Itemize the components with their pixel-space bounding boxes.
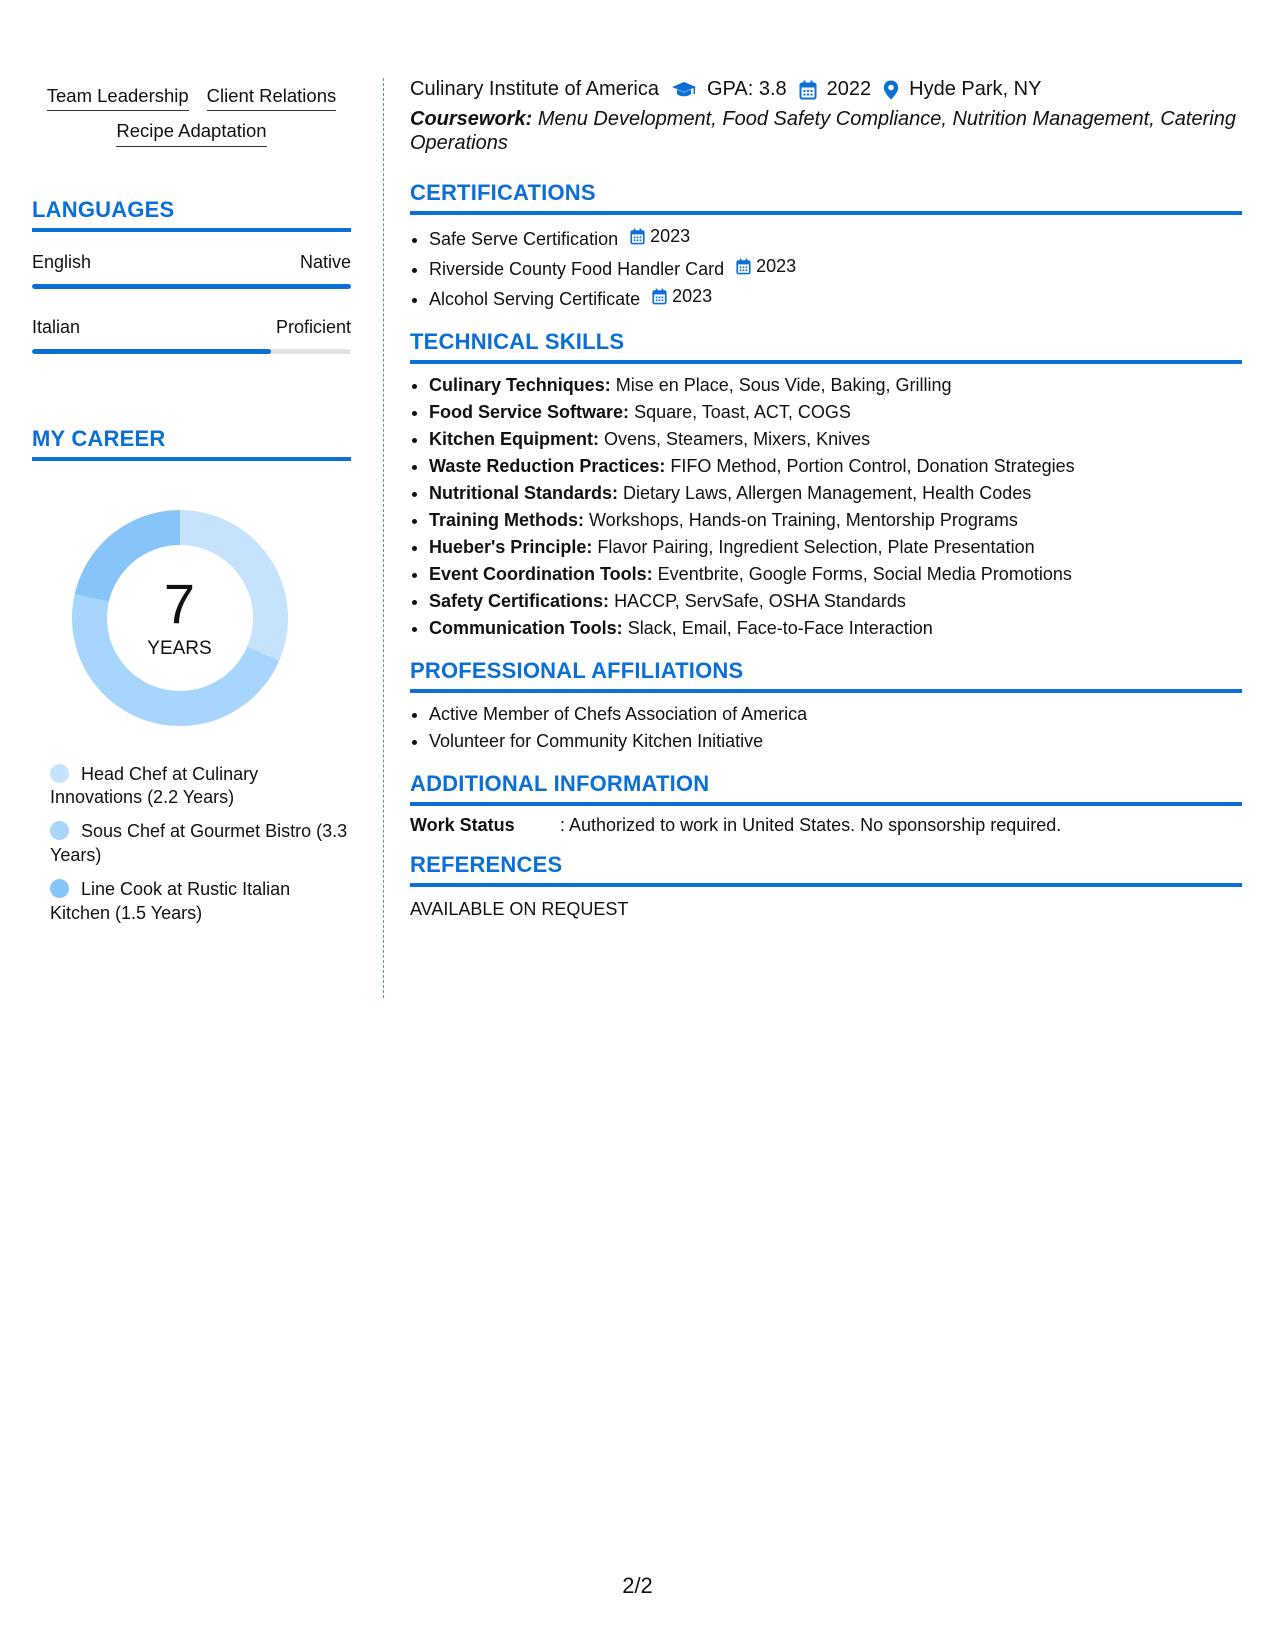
skill-value: HACCP, ServSafe, OSHA Standards <box>614 590 906 611</box>
skill-value: Ovens, Steamers, Mixers, Knives <box>604 428 871 449</box>
legend-label: Sous Chef at Gourmet Bistro (3.3 Years) <box>50 821 348 865</box>
list-item <box>429 372 1242 399</box>
certifications-list <box>410 223 1242 313</box>
skill-tag: Client Relations <box>207 86 337 111</box>
list-item <box>429 223 1242 253</box>
career-total-years: 7 <box>163 571 196 635</box>
legend-item <box>50 763 351 810</box>
languages-heading: LANGUAGES <box>32 197 351 232</box>
career-legend <box>32 763 351 925</box>
list-item <box>429 480 1242 507</box>
calendar-icon <box>736 258 751 275</box>
coursework-label: Coursework: <box>410 108 533 130</box>
certification-name: Safe Serve Certification <box>429 228 619 249</box>
skill-label: Event Coordination Tools: <box>429 563 653 584</box>
school-location: Hyde Park, NY <box>909 78 1042 100</box>
skill-tags <box>32 78 351 147</box>
skill-value: Slack, Email, Face-to-Face Interaction <box>627 617 933 638</box>
skill-tag: Recipe Adaptation <box>116 121 266 146</box>
legend-item <box>50 820 351 867</box>
skill-label: Waste Reduction Practices: <box>429 455 666 476</box>
skill-value: Dietary Laws, Allergen Management, Health Codes <box>623 482 1032 503</box>
technical-skills-list <box>410 372 1242 642</box>
left-column <box>32 78 351 936</box>
school-name: Culinary Institute of America <box>410 78 659 100</box>
affiliations-heading: PROFESSIONAL AFFILIATIONS <box>410 658 1242 693</box>
skill-value: Eventbrite, Google Forms, Social Media Promotions <box>657 563 1072 584</box>
legend-item <box>50 878 351 925</box>
language-name: Italian <box>32 316 81 337</box>
skill-label: Safety Certifications: <box>429 590 610 611</box>
gpa: GPA: 3.8 <box>707 78 787 100</box>
list-item <box>429 283 1242 313</box>
skill-label: Communication Tools: <box>429 617 623 638</box>
list-item <box>429 426 1242 453</box>
skill-label: Hueber's Principle: <box>429 536 593 557</box>
list-item <box>429 534 1242 561</box>
legend-dot <box>50 821 69 840</box>
legend-label: Line Cook at Rustic Italian Kitchen (1.5 Years) <box>50 879 291 923</box>
skill-value: Square, Toast, ACT, COGS <box>634 401 851 422</box>
career-total-label: YEARS <box>147 637 212 659</box>
work-status-row <box>410 815 1242 836</box>
certification-year: 2023 <box>756 255 797 276</box>
right-column <box>410 78 1242 920</box>
legend-dot <box>50 764 69 783</box>
references-text: AVAILABLE ON REQUEST <box>410 898 629 919</box>
legend-label: Head Chef at Culinary Innovations (2.2 Years) <box>50 763 259 808</box>
language-bar-fill <box>32 349 271 354</box>
list-item <box>429 561 1242 588</box>
list-item <box>429 615 1242 642</box>
career-heading: MY CAREER <box>32 426 351 461</box>
list-item <box>429 588 1242 615</box>
list-item <box>429 453 1242 480</box>
certification-year: 2023 <box>650 225 691 246</box>
graduation-year: 2022 <box>826 78 872 100</box>
work-status-value: : Authorized to work in United States. No sponsorship required. <box>560 814 1062 835</box>
list-item: • Volunteer for Community Kitchen Initiative <box>429 728 1242 755</box>
list-item: • Active Member of Chefs Association of America <box>429 701 1242 728</box>
language-level: Proficient <box>275 316 351 337</box>
skill-value: Flavor Pairing, Ingredient Selection, Plate Presentation <box>597 536 1035 557</box>
skill-value: Workshops, Hands-on Training, Mentorship Programs <box>589 509 1018 530</box>
affiliations-list <box>410 701 1242 755</box>
list-item <box>429 507 1242 534</box>
certification-year: 2023 <box>672 285 713 306</box>
language-name: English <box>32 251 92 272</box>
calendar-icon <box>799 80 817 100</box>
language-bar <box>32 349 351 354</box>
calendar-icon <box>652 288 667 305</box>
certifications-heading: CERTIFICATIONS <box>410 180 1242 215</box>
language-level: Native <box>299 251 351 272</box>
legend-dot <box>50 879 69 898</box>
page-number: 2/2 <box>622 1573 653 1598</box>
language-bar <box>32 284 351 289</box>
skill-value: FIFO Method, Portion Control, Donation Strategies <box>670 455 1075 476</box>
work-status-label: Work Status <box>410 814 515 835</box>
list-item <box>429 399 1242 426</box>
additional-info-heading: ADDITIONAL INFORMATION <box>410 771 1242 806</box>
education-line <box>410 78 1242 101</box>
column-divider <box>383 78 384 998</box>
certification-name: Riverside County Food Handler Card <box>429 258 725 279</box>
career-donut-chart <box>65 503 295 733</box>
calendar-icon <box>630 228 645 245</box>
language-bar-fill <box>32 284 351 289</box>
references-heading: REFERENCES <box>410 852 1242 887</box>
location-pin-icon <box>883 80 899 100</box>
skill-label: Kitchen Equipment: <box>429 428 599 449</box>
language-item <box>32 317 351 354</box>
language-item <box>32 252 351 289</box>
skill-label: Training Methods: <box>429 509 584 530</box>
list-item <box>429 253 1242 283</box>
graduation-cap-icon <box>671 81 697 99</box>
skill-label: Nutritional Standards: <box>429 482 619 503</box>
coursework-text: Menu Development, Food Safety Compliance, Nutrition Management, Catering Operations <box>410 108 1236 155</box>
coursework <box>410 107 1242 156</box>
certification-name: Alcohol Serving Certificate <box>429 288 641 309</box>
technical-skills-heading: TECHNICAL SKILLS <box>410 329 1242 364</box>
skill-tag: Team Leadership <box>47 86 189 111</box>
skill-label: Culinary Techniques: <box>429 374 611 395</box>
skill-value: Mise en Place, Sous Vide, Baking, Grilling <box>615 374 952 395</box>
skill-label: Food Service Software: <box>429 401 630 422</box>
